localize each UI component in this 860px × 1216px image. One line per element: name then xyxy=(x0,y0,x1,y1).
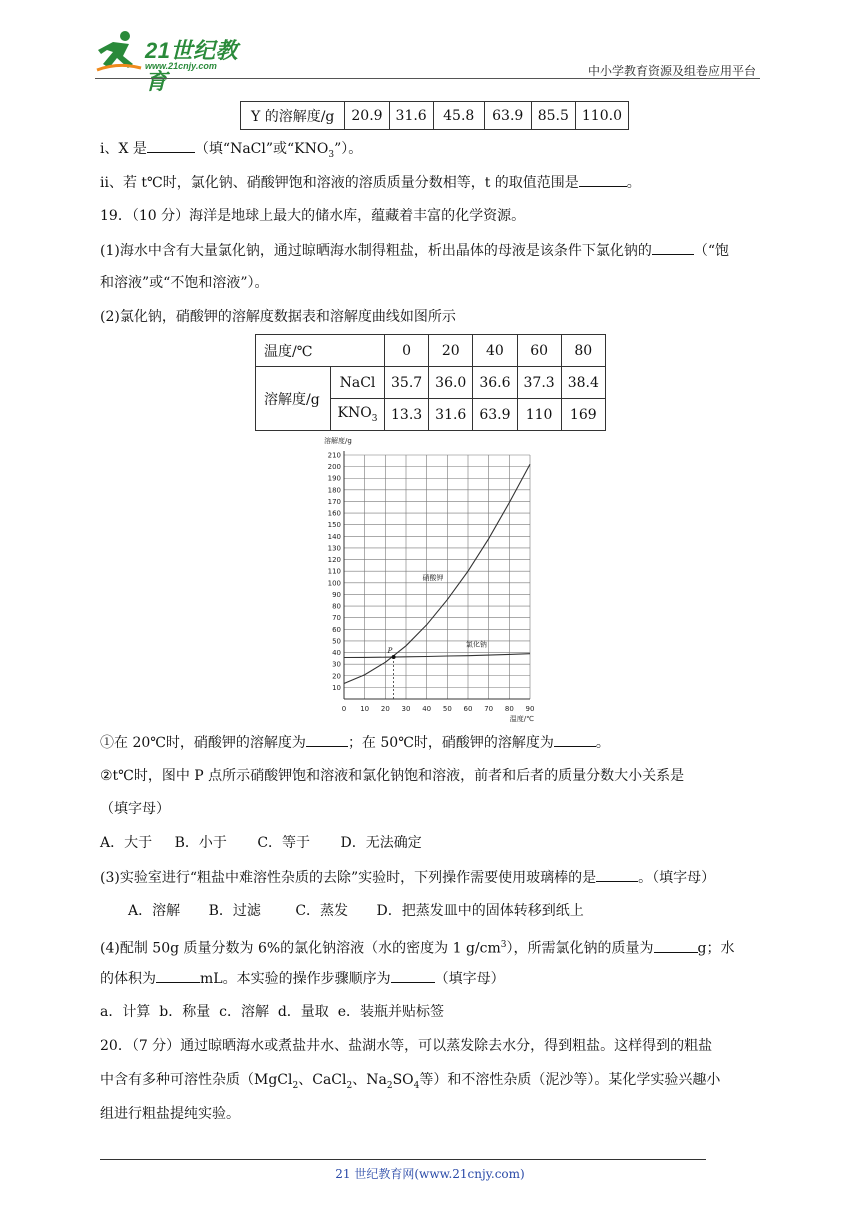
y-tick-label: 160 xyxy=(327,509,341,518)
footer-text[interactable]: 21 世纪教育网(www.21cnjy.com) xyxy=(335,1167,525,1181)
option-c[interactable]: C．蒸发 xyxy=(295,903,349,919)
question-19-title: 19．（10 分）海洋是地球上最大的储水库，蕴藏着丰富的化学资源。 xyxy=(100,208,526,224)
answer-blank[interactable] xyxy=(652,240,694,255)
logo-text: 21世纪教育 xyxy=(145,38,238,94)
y-value-cell: 110.0 xyxy=(575,102,628,130)
option-d[interactable]: D．无法确定 xyxy=(340,835,422,851)
nacl-series-label: 氯化钠 xyxy=(465,640,487,649)
x-tick-label: 70 xyxy=(484,705,494,713)
solubility-header-cell: 溶解度/g xyxy=(256,367,331,431)
options-row-1 xyxy=(100,833,422,853)
question-19-part1 xyxy=(100,240,729,261)
subscript: 2 xyxy=(346,1080,353,1091)
kno3-label: KNO xyxy=(337,405,372,422)
temp-cell: 40 xyxy=(473,335,517,367)
x-tick-label: 40 xyxy=(422,705,432,713)
logo-url: www.21cnjy.com xyxy=(145,61,217,71)
question-text: (3)实验室进行“粗盐中难溶性杂质的去除”实验时，下列操作需要使用玻璃棒的是 xyxy=(100,870,597,886)
answer-blank[interactable] xyxy=(554,732,596,747)
y-label-cell: Y 的溶解度/g xyxy=(241,102,345,130)
table-row xyxy=(256,335,606,367)
y-tick-label: 60 xyxy=(332,625,341,634)
question-text: (1)海水中含有大量氯化钠，通过晾晒海水制得粗盐，析出晶体的母液是该条件下氯化钠的 xyxy=(100,243,652,259)
question-19-sub2-cont: （填字母） xyxy=(100,801,170,817)
question-19-sub1 xyxy=(100,732,610,753)
option-b[interactable]: B．小于 xyxy=(174,835,227,851)
nacl-cell: 36.0 xyxy=(429,367,473,399)
y-tick-label: 140 xyxy=(327,532,341,541)
y-tick-label: 190 xyxy=(327,474,341,483)
question-text: i、X 是 xyxy=(100,141,147,157)
answer-blank[interactable] xyxy=(147,138,195,153)
kno3-cell: 13.3 xyxy=(385,399,429,431)
subscript: 2 xyxy=(292,1080,299,1091)
y-tick-label: 80 xyxy=(332,602,341,611)
nacl-cell: 35.7 xyxy=(385,367,429,399)
page-header xyxy=(95,28,760,94)
x-tick-label: 0 xyxy=(341,705,347,713)
answer-blank[interactable] xyxy=(654,938,698,953)
x-tick-label: 90 xyxy=(525,705,535,713)
question-text: 的体积为 xyxy=(100,971,156,987)
answer-blank[interactable] xyxy=(391,968,435,983)
temp-cell: 60 xyxy=(517,335,561,367)
y-tick-label: 210 xyxy=(327,451,341,460)
question-19-part3 xyxy=(100,867,715,888)
nacl-label-cell: NaCl xyxy=(331,367,385,399)
question-text: 。（填字母） xyxy=(638,870,716,886)
subscript: 4 xyxy=(413,1080,420,1091)
y-tick-label: 40 xyxy=(332,649,341,658)
x-tick-label: 50 xyxy=(442,705,452,713)
x-tick-label: 30 xyxy=(401,705,411,713)
question-i xyxy=(100,138,362,165)
y-tick-label: 70 xyxy=(332,614,341,623)
nacl-cell: 37.3 xyxy=(517,367,561,399)
question-19-part1-cont: 和溶液”或“不饱和溶液”）。 xyxy=(100,275,269,291)
y-tick-label: 100 xyxy=(327,579,341,588)
question-text: 、CaCl xyxy=(298,1072,347,1088)
question-text: g；水 xyxy=(697,940,735,957)
question-text: （填“NaCl”或“KNO xyxy=(194,141,329,157)
y-value-cell: 20.9 xyxy=(345,102,389,130)
y-tick-label: 110 xyxy=(327,567,341,576)
question-text: 中含有多种可溶性杂质（MgCl xyxy=(100,1072,293,1088)
x-tick-label: 80 xyxy=(504,705,514,713)
table-row xyxy=(241,102,629,130)
y-value-cell: 63.9 xyxy=(484,102,531,130)
header-divider xyxy=(95,78,760,79)
y-tick-label: 10 xyxy=(332,683,341,692)
question-text: 等）和不溶性杂质（泥沙等）。某化学实验兴趣小 xyxy=(419,1072,721,1088)
answer-blank[interactable] xyxy=(156,968,200,983)
y-value-cell: 45.8 xyxy=(433,102,484,130)
y-tick-label: 30 xyxy=(332,660,341,669)
kno3-series-label: 硝酸钾 xyxy=(422,574,444,582)
y-tick-label: 130 xyxy=(327,544,341,553)
option-c[interactable]: C．等于 xyxy=(257,835,311,851)
question-19-sub2: ②t℃时，图中 P 点所示硝酸钾饱和溶液和氯化钠饱和溶液，前者和后者的质量分数大小关系是 xyxy=(100,768,685,784)
question-text: ），所需氯化钠的质量为 xyxy=(506,940,654,957)
subscript: 2 xyxy=(386,1080,393,1091)
nacl-cell: 36.6 xyxy=(473,367,517,399)
question-20-line3: 组进行粗盐提纯实验。 xyxy=(100,1106,240,1122)
runner-logo-icon xyxy=(95,28,143,74)
kno3-cell: 63.9 xyxy=(473,399,517,431)
nacl-cell: 38.4 xyxy=(561,367,605,399)
question-ii xyxy=(100,172,641,193)
y-solubility-table xyxy=(240,101,629,130)
footer-divider xyxy=(100,1159,706,1160)
x-tick-label: 20 xyxy=(380,705,390,713)
y-tick-label: 90 xyxy=(332,590,341,599)
question-text: mL。本实验的操作步骤顺序为 xyxy=(200,971,391,987)
temp-header-cell: 温度/℃ xyxy=(256,335,385,367)
solubility-table xyxy=(255,334,606,431)
y-tick-label: 180 xyxy=(327,486,341,495)
temp-cell: 20 xyxy=(429,335,473,367)
question-19-part4 xyxy=(100,935,734,959)
question-text: ①在 20℃时，硝酸钾的溶解度为 xyxy=(100,735,306,751)
answer-blank[interactable] xyxy=(579,172,627,187)
question-text: ；在 50℃时，硝酸钾的溶解度为 xyxy=(347,735,554,751)
y-tick-label: 120 xyxy=(327,556,341,565)
y-tick-label: 150 xyxy=(327,521,341,530)
question-text: 。 xyxy=(595,735,610,751)
temp-cell: 80 xyxy=(561,335,605,367)
question-20-line1: 20．（7 分）通过晾晒海水或煮盐井水、盐湖水等，可以蒸发除去水分，得到粗盐。这样得到的粗盐 xyxy=(100,1038,713,1054)
question-text: ii、若 t℃时，氯化钠、硝酸钾饱和溶液的溶质质量分数相等，t 的取值范围是 xyxy=(100,175,579,191)
solubility-curve-chart xyxy=(322,433,552,725)
nacl-curve xyxy=(344,654,530,658)
point-p-marker xyxy=(392,655,396,659)
question-text: SO xyxy=(392,1072,414,1088)
y-value-cell: 31.6 xyxy=(389,102,433,130)
x-tick-label: 60 xyxy=(463,705,473,713)
subscript: 3 xyxy=(328,149,335,160)
x-tick-label: 10 xyxy=(360,705,370,713)
answer-blank[interactable] xyxy=(306,732,348,747)
site-logo[interactable] xyxy=(95,28,260,94)
question-text: 。 xyxy=(626,175,641,191)
option-a[interactable]: A．大于 xyxy=(100,835,153,851)
options-row-2 xyxy=(128,901,584,921)
table-row xyxy=(256,367,606,399)
question-text: （填字母） xyxy=(434,971,505,987)
point-p-label: P xyxy=(387,646,393,655)
steps-list: a．计算 b．称量 c．溶解 d．量取 e．装瓶并贴标签 xyxy=(100,1004,444,1020)
y-tick-label: 20 xyxy=(332,672,341,681)
answer-blank[interactable] xyxy=(596,867,638,882)
option-b[interactable]: B．过滤 xyxy=(208,903,261,919)
kno3-cell: 110 xyxy=(517,399,561,431)
kno3-cell: 169 xyxy=(561,399,605,431)
question-text: (4)配制 50g 质量分数为 6%的氯化钠溶液（水的密度为 1 g/cm xyxy=(100,940,501,957)
question-19-part2: (2)氯化钠，硝酸钾的溶解度数据表和溶解度曲线如图所示 xyxy=(100,309,456,325)
option-d[interactable]: D．把蒸发皿中的固体转移到纸上 xyxy=(376,903,584,919)
y-value-cell: 85.5 xyxy=(531,102,575,130)
y-tick-label: 170 xyxy=(327,497,341,506)
y-tick-label: 200 xyxy=(327,463,341,472)
option-a[interactable]: A．溶解 xyxy=(128,903,181,919)
superscript: 3 xyxy=(500,940,507,950)
kno3-cell: 31.6 xyxy=(429,399,473,431)
platform-name: 中小学教育资源及组卷应用平台 xyxy=(587,64,756,78)
question-19-part4-cont xyxy=(100,968,505,989)
question-text: （“饱 xyxy=(693,243,730,259)
x-axis-label: 温度/℃ xyxy=(509,715,534,723)
question-20-line2 xyxy=(100,1070,720,1096)
y-tick-label: 50 xyxy=(332,637,341,646)
question-text: ”）。 xyxy=(334,141,363,157)
y-axis-label: 溶解度/g xyxy=(324,437,352,445)
subscript: 3 xyxy=(371,413,378,424)
kno3-label-cell xyxy=(331,399,385,431)
temp-cell: 0 xyxy=(385,335,429,367)
question-text: 、Na xyxy=(352,1072,387,1088)
